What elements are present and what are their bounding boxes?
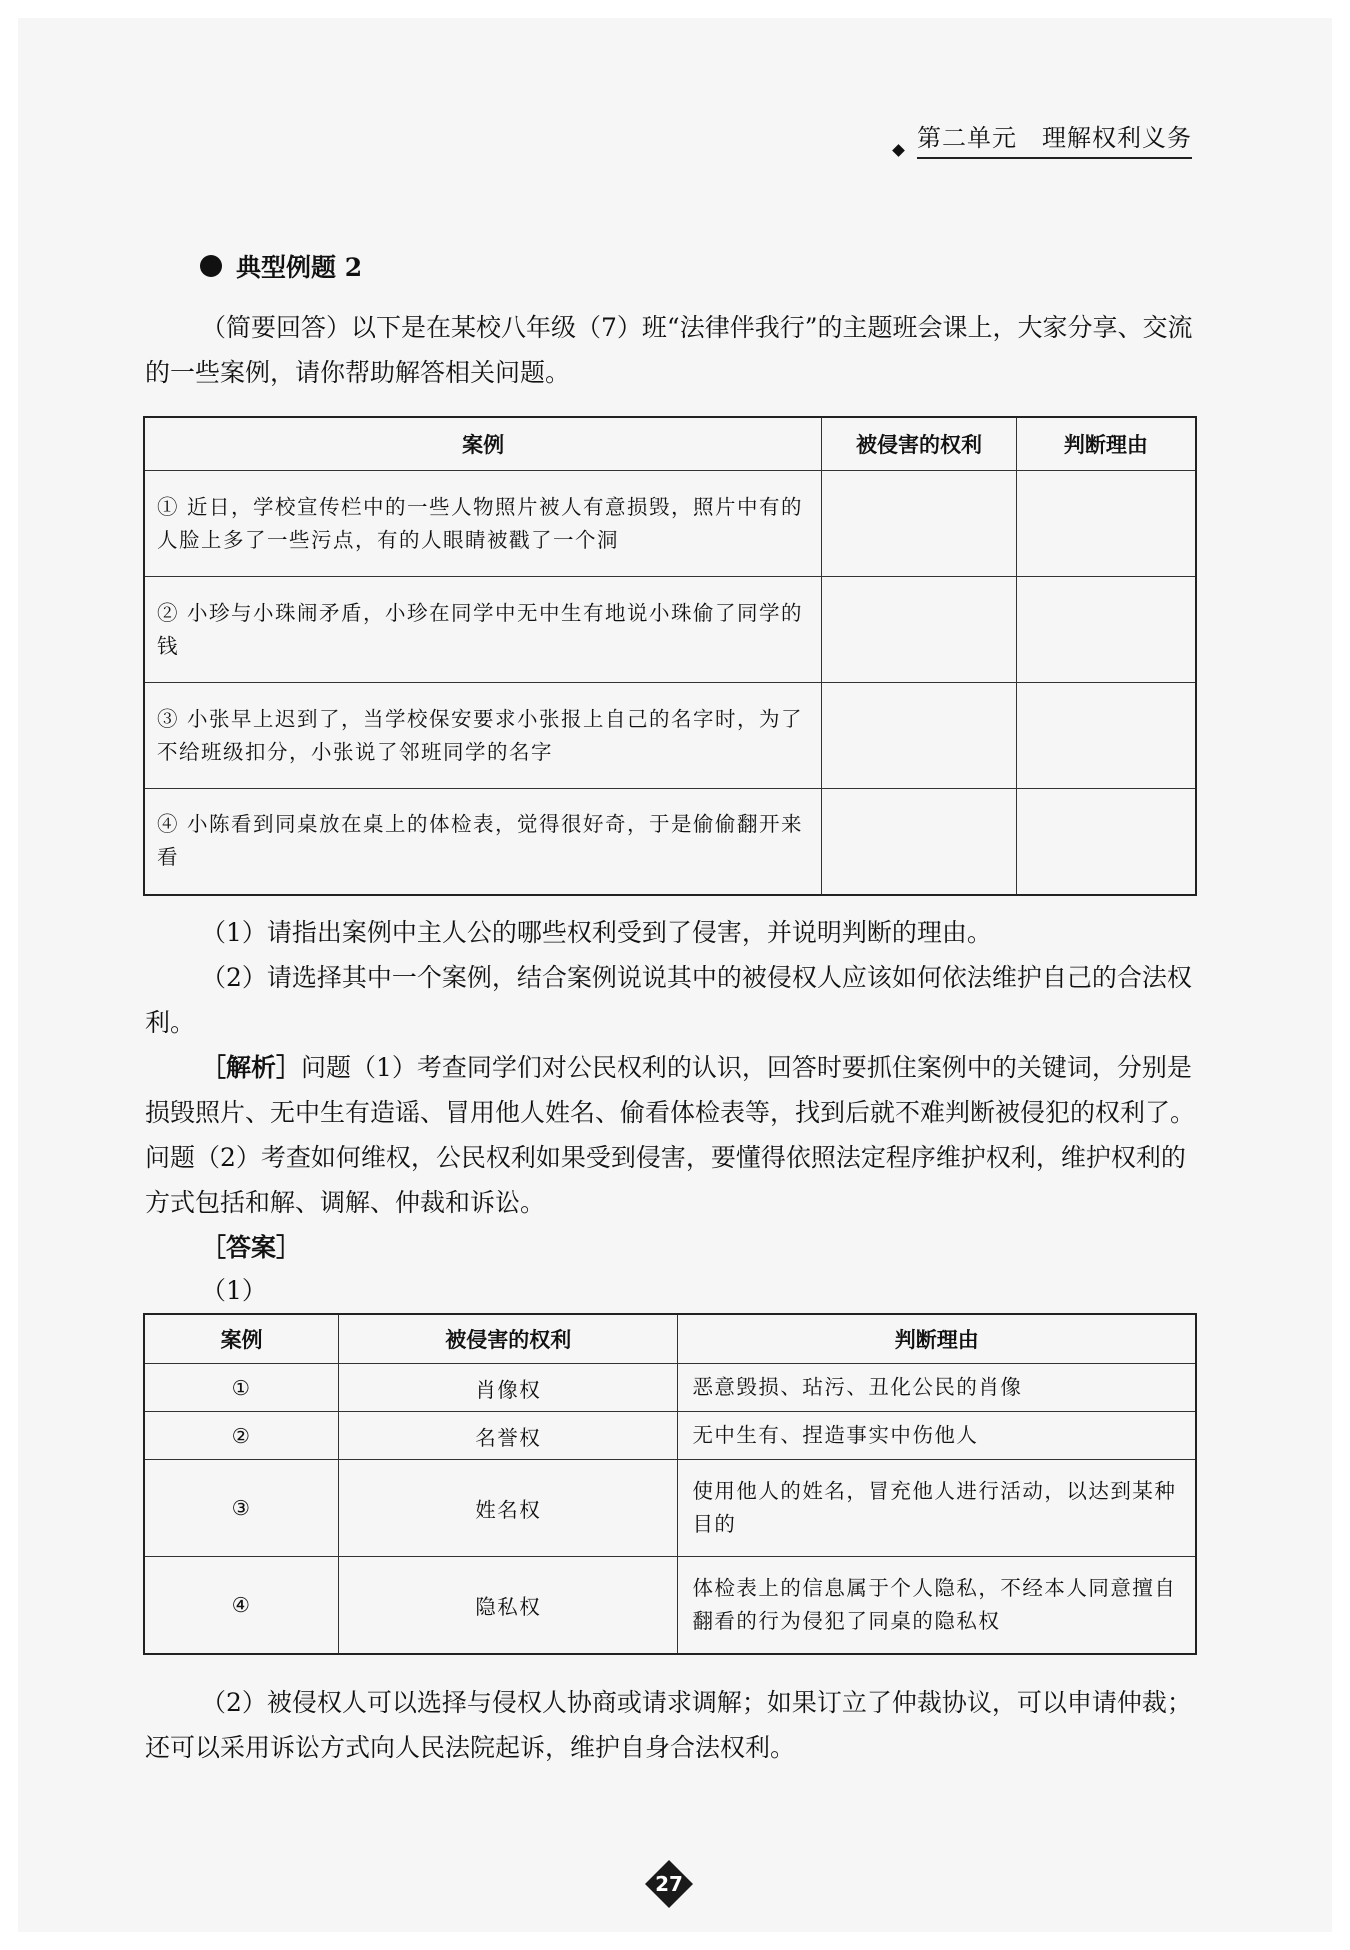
case-table-header [144,417,1196,471]
answer-part1-label: （1） [201,1276,267,1305]
answer-case-number: ③ [144,1460,339,1557]
question-2: （2）请选择其中一个案例，结合案例说说其中的被侵权人应该如何依法维护自己的合法权利。 [145,963,1192,1037]
example-intro: （简要回答）以下是在某校八年级（7）班“法律伴我行”的主题班会课上，大家分享、交流的一些案例，请你帮助解答相关问题。 [145,313,1193,387]
reason-header: 判断理由 [1016,417,1196,471]
empty-cell [822,471,1017,577]
empty-cell [1016,683,1196,789]
answer-case-number: ② [144,1412,339,1460]
answer-right-header: 被侵害的权利 [339,1314,678,1364]
example-title-text: 典型例题 2 [236,253,363,282]
table-row [144,1364,1196,1412]
answer-reason: 体检表上的信息属于个人隐私，不经本人同意擅自翻看的行为侵犯了同桌的隐私权 [678,1557,1196,1654]
answer-reason: 无中生有、捏造事实中伤他人 [678,1412,1196,1460]
answer-reason-header: 判断理由 [678,1314,1196,1364]
answer-right: 名誉权 [339,1412,678,1460]
analysis-block [145,1045,1195,1225]
table-row [144,471,1196,577]
empty-cell [1016,471,1196,577]
analysis-text: 问题（1）考查同学们对公民权利的认识，回答时要抓住案例中的关键词，分别是损毁照片、无中生有造谣、冒用他人姓名、偷看体检表等，找到后就不难判断被侵犯的权利了。问题（2）考查如何维权，公民权利如果受到侵害，要懂得依照法定程序维护权利，维护权利的方式包括和解、调解、仲裁和诉讼。 [145,1053,1196,1217]
empty-cell [1016,577,1196,683]
empty-cell [822,789,1017,895]
answer-right: 肖像权 [339,1364,678,1412]
right-header: 被侵害的权利 [822,417,1017,471]
empty-cell [1016,789,1196,895]
table-row [144,683,1196,789]
example-title [200,248,362,284]
empty-cell [822,577,1017,683]
analysis-label: ［解析］ [201,1053,302,1082]
table-row [144,1460,1196,1557]
answer-right: 姓名权 [339,1460,678,1557]
question-1: （1）请指出案例中主人公的哪些权利受到了侵害，并说明判断的理由。 [201,918,992,947]
page-number: 27 [655,1872,683,1896]
table-row [144,577,1196,683]
answer-case-number: ④ [144,1557,339,1654]
case-text: ④ 小陈看到同桌放在桌上的体检表，觉得很好奇，于是偷偷翻开来看 [144,789,822,895]
answer-reason: 恶意毁损、玷污、丑化公民的肖像 [678,1364,1196,1412]
empty-cell [822,683,1017,789]
unit-header: 第二单元 理解权利义务 [917,118,1192,159]
answer-case-header: 案例 [144,1314,339,1364]
table-row [144,789,1196,895]
table-row [144,1557,1196,1654]
answer-case-number: ① [144,1364,339,1412]
answer-right: 隐私权 [339,1557,678,1654]
answer-label-block [145,1225,1195,1270]
case-table [143,416,1197,896]
case-text: ① 近日，学校宣传栏中的一些人物照片被人有意损毁，照片中有的人脸上多了一些污点，有的人眼睛被戳了一个洞 [144,471,822,577]
answer-table [143,1313,1197,1655]
answer-label: ［答案］ [201,1233,302,1262]
table-row [144,1412,1196,1460]
bullet-icon [200,255,222,277]
answer-table-header [144,1314,1196,1364]
answer-part2: （2）被侵权人可以选择与侵权人协商或请求调解；如果订立了仲裁协议，可以申请仲裁；还可以采用诉讼方式向人民法院起诉，维护自身合法权利。 [145,1688,1192,1762]
case-header: 案例 [144,417,822,471]
case-text: ② 小珍与小珠闹矛盾，小珍在同学中无中生有地说小珠偷了同学的钱 [144,577,822,683]
answer-reason: 使用他人的姓名，冒充他人进行活动，以达到某种目的 [678,1460,1196,1557]
case-text: ③ 小张早上迟到了，当学校保安要求小张报上自己的名字时，为了不给班级扣分，小张说了邻班同学的名字 [144,683,822,789]
